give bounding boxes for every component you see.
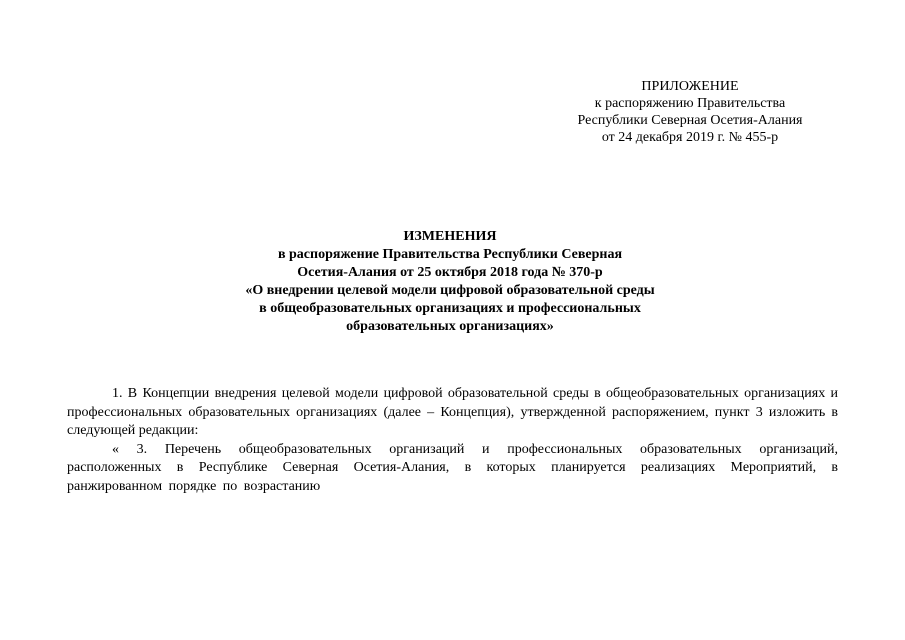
title-line-2: в распоряжение Правительства Республики Северная	[277, 247, 623, 262]
document-body	[67, 385, 838, 496]
title-line-3: Осетия-Алания от 25 октября 2018 года № 370-р	[297, 265, 603, 280]
appendix-government: Республики Северная Осетия-Алания	[577, 113, 803, 128]
title-line-4: «О внедрении целевой модели цифровой образовательной среды	[245, 283, 655, 298]
body-paragraph-1: 1. В Концепции внедрения целевой модели цифровой образовательной среды в общеобразовательных организациях и профессиональных образовательных организациях (далее – Концепция), утвержденной распоряжением, пункт 3 изложить в следующей редакции:	[67, 386, 838, 438]
appendix-reference: к распоряжению Правительства	[594, 96, 786, 111]
title-line-6: образовательных организациях»	[346, 319, 554, 334]
title-heading: ИЗМЕНЕНИЯ	[403, 229, 497, 244]
appendix-header	[555, 78, 825, 146]
appendix-label: ПРИЛОЖЕНИЕ	[641, 79, 739, 94]
appendix-date-number: от 24 декабря 2019 г. № 455-р	[601, 130, 779, 145]
body-paragraph-2: « 3. Перечень общеобразовательных организаций и профессиональных образовательных организаций, расположенных в Республике Северная Осетия-Алания, в которых планируется реализациях Мероприятий, в ранжированном порядке по возрастанию	[67, 441, 838, 494]
document-title	[140, 228, 760, 336]
title-line-5: в общеобразовательных организациях и профессиональных	[259, 301, 641, 316]
